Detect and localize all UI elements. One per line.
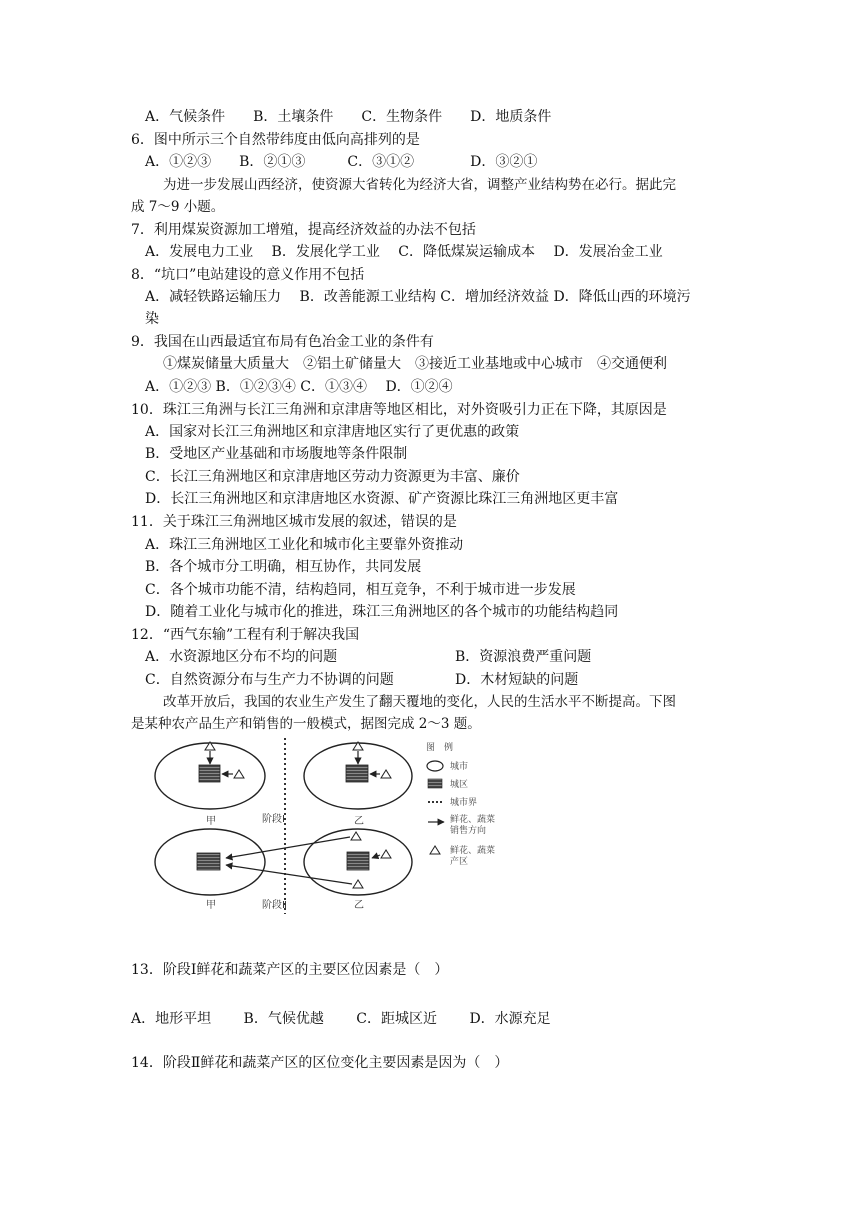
q6-options: A．①②③ B．②①③ C．③①② D．③②①	[145, 154, 538, 170]
q9-conditions: ①煤炭储量大质量大 ②铝土矿储量大 ③接近工业基地或中心城市 ④交通便利	[163, 356, 667, 372]
legend-title: 图 例	[426, 743, 454, 753]
q10-option-d: D．长江三角洲地区和京津唐地区水资源、矿产资源比珠江三角洲地区更丰富	[145, 491, 619, 507]
q9-options: A．①②③ B．①②③④ C．①③④ D．①②④	[145, 379, 453, 395]
passage-agri-2: 是某种农产品生产和销售的一般模式，据图完成 2～3 题。	[131, 716, 481, 732]
stage2-label-yi: 乙	[354, 900, 364, 911]
q10-stem: 10．珠江三角洲与长江三角洲和京津唐等地区相比，对外资吸引力正在下降，其原因是	[131, 402, 667, 418]
q10-option-a: A．国家对长江三角洲地区和京津唐地区实行了更优惠的政策	[145, 424, 520, 440]
q11-option-a: A．珠江三角洲地区工业化和城市化主要靠外资推动	[145, 537, 464, 553]
stage2-flow-2	[226, 865, 352, 884]
q12-stem: 12．“西气东输”工程有利于解决我国	[131, 627, 360, 643]
stage1-producer-yi-right	[381, 770, 391, 778]
q8-options-cont: 染	[145, 311, 159, 327]
legend-city: 城市	[450, 762, 469, 772]
q10-option-b: B．受地区产业基础和市场腹地等条件限制	[145, 446, 408, 462]
q7-options: A．发展电力工业 B．发展化学工业 C．降低煤炭运输成本 D．发展冶金工业	[145, 244, 663, 260]
q11-option-b: B．各个城市分工明确，相互协作，共同发展	[145, 559, 422, 575]
q7-stem: 7．利用煤炭资源加工增殖，提高经济效益的办法不包括	[131, 222, 476, 238]
agri-model-diagram	[148, 736, 518, 916]
q12-option-c: C．自然资源分布与生产力不协调的问题	[145, 672, 394, 688]
legend	[426, 741, 495, 867]
legend-producer-symbol	[430, 846, 440, 854]
q8-stem: 8．“坑口”电站建设的意义作用不包括	[131, 267, 365, 283]
stage2-producer-yi-right	[381, 850, 391, 858]
q14-stem: 14．阶段Ⅱ鲜花和蔬菜产区的区位变化主要因素是因为（ ）	[131, 1055, 509, 1071]
stage1-producer-jia-right	[234, 770, 244, 778]
passage-shanxi-1: 为进一步发展山西经济，使资源大省转化为经济大省，调整产业结构势在必行。据此完	[163, 177, 676, 193]
legend-urban-symbol	[428, 779, 442, 788]
stage2-label-jia: 甲	[206, 900, 216, 911]
q10-option-c: C．长江三角洲地区和京津唐地区劳动力资源更为丰富、廉价	[145, 469, 520, 485]
q12-option-d: D．木材短缺的问题	[455, 672, 579, 688]
q12-option-a: A．水资源地区分布不均的问题	[145, 649, 338, 665]
stage1-urban-jia	[199, 765, 220, 782]
legend-prod-2: 产区	[450, 857, 469, 867]
legend-city-symbol	[427, 761, 443, 771]
legend-urban: 城区	[450, 780, 469, 790]
stage2-urban-jia	[197, 853, 220, 870]
q11-option-c: C．各个城市功能不清，结构趋同，相互竞争，不利于城市进一步发展	[145, 582, 576, 598]
stage1-label-yi: 乙	[354, 816, 364, 827]
legend-prod-1: 鲜花、蔬菜	[450, 846, 496, 856]
q11-option-d: D．随着工业化与城市化的推进，珠江三角洲地区的各个城市的功能结构趋同	[145, 604, 619, 620]
stage1-label-jia: 甲	[206, 816, 216, 827]
stage2-producer-yi-top	[351, 832, 361, 840]
q5-options: A．气候条件 B．土壤条件 C．生物条件 D．地质条件	[145, 109, 552, 125]
q6-stem: 6．图中所示三个自然带纬度由低向高排列的是	[131, 132, 420, 148]
q9-stem: 9．我国在山西最适宜布局有色冶金工业的条件有	[131, 334, 434, 350]
q13-stem: 13．阶段Ⅰ鲜花和蔬菜产区的主要区位因素是（ ）	[131, 962, 449, 978]
legend-flow-2: 销售方向	[450, 826, 487, 836]
legend-boundary: 城市界	[450, 798, 478, 808]
stage2-producer-yi-bottom	[353, 880, 363, 888]
passage-agri-1: 改革开放后，我国的农业生产发生了翻天覆地的变化，人民的生活水平不断提高。下图	[163, 694, 676, 710]
q12-option-b: B．资源浪费严重问题	[455, 649, 592, 665]
stage2-urban-yi	[347, 852, 369, 870]
q8-options: A．减轻铁路运输压力 B．改善能源工业结构 C．增加经济效益 D．降低山西的环境污	[145, 289, 691, 305]
passage-shanxi-2: 成 7～9 小题。	[131, 199, 225, 215]
agri-model-svg	[148, 736, 518, 916]
q13-options: A．地形平坦 B．气候优越 C．距城区近 D．水源充足	[131, 1011, 551, 1027]
stage1-urban-yi	[346, 765, 368, 782]
stage1-label: 阶段Ⅰ	[262, 814, 285, 825]
q11-stem: 11．关于珠江三角洲地区城市发展的叙述，错误的是	[131, 514, 457, 530]
stage2-label: 阶段Ⅱ	[262, 900, 287, 911]
legend-flow-1: 鲜花、蔬菜	[450, 815, 496, 825]
stage2-flow-1	[226, 837, 350, 858]
